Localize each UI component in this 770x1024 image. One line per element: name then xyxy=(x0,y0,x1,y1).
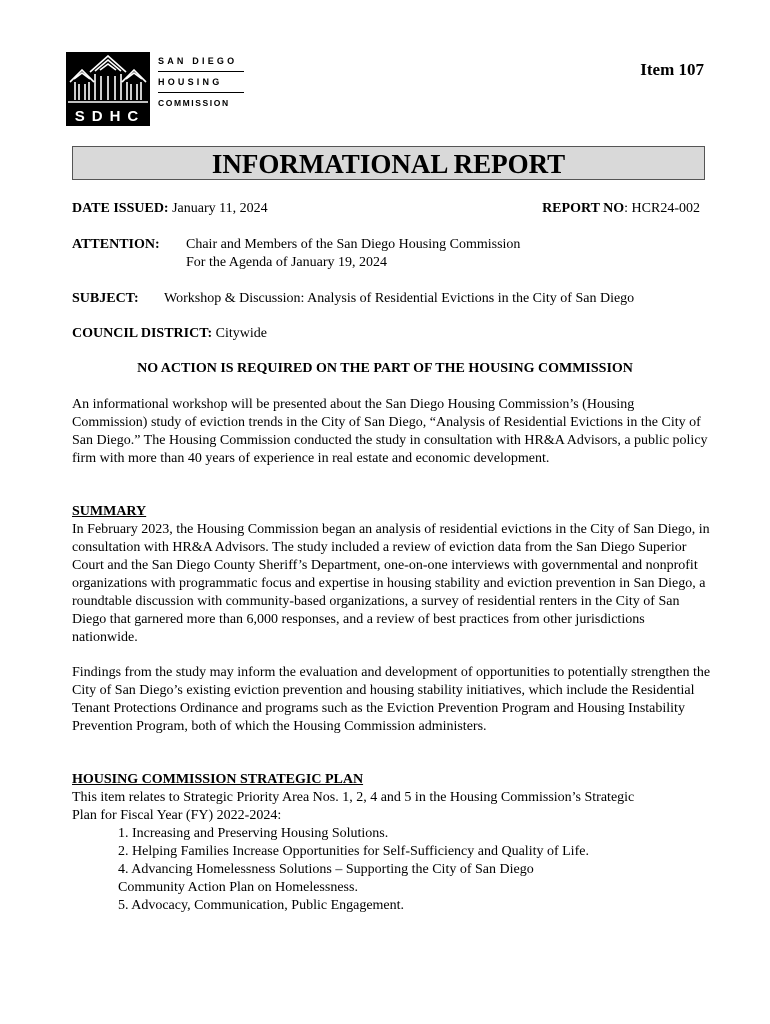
strategic-intro-line-1: This item relates to Strategic Priority Area Nos. 1, 2, 4 and 5 in the Housing Commission’s Strategic xyxy=(72,790,635,805)
attention-line-1: Chair and Members of the San Diego Housing Commission xyxy=(186,237,521,252)
date-issued-label: DATE ISSUED: xyxy=(72,201,169,216)
date-issued xyxy=(72,200,268,218)
strategic-plan-heading: HOUSING COMMISSION STRATEGIC PLAN xyxy=(72,772,364,787)
strategic-plan-section xyxy=(72,771,712,825)
intro-paragraph xyxy=(72,396,712,468)
logo-line-3: COMMISSION xyxy=(158,98,230,108)
intro-text: An informational workshop will be presented about the San Diego Housing Commission’s (Housing Commission) study of eviction trends in the City of San Diego, “Analysis of Residential Evictions in the City of San Diego.” The Housing Commission conducted the study in consultation with HR&A Advisors, a public policy firm with more than 40 years of experience in real estate and economic development. xyxy=(72,397,708,466)
logo-line-1: SAN DIEGO xyxy=(158,56,238,66)
summary-section xyxy=(72,503,712,647)
summary-heading: SUMMARY xyxy=(72,504,147,519)
logo-line-2: HOUSING xyxy=(158,77,223,87)
council-district-value: Citywide xyxy=(212,326,268,341)
strategic-priority-item: 5. Advocacy, Communication, Public Engagement. xyxy=(118,898,405,913)
logo-divider xyxy=(158,92,244,93)
summary-paragraph-2: Findings from the study may inform the evaluation and development of opportunities to potentially strengthen the City of San Diego’s existing eviction prevention and housing stability initiatives, which include the Residential Tenant Protections Ordinance and programs such as the Eviction Prevention Program and Housing Instability Prevention Program, both of which the Housing Commission administers. xyxy=(72,665,711,734)
strategic-priority-item-continued: Community Action Plan on Homelessness. xyxy=(118,880,358,895)
subject-value: Workshop & Discussion: Analysis of Residential Evictions in the City of San Diego xyxy=(164,291,635,306)
attention-label: ATTENTION: xyxy=(72,237,160,252)
sdhc-logo xyxy=(66,52,246,126)
logo-divider xyxy=(158,71,244,72)
item-number: Item 107 xyxy=(640,60,704,79)
council-district xyxy=(72,325,267,343)
strategic-priority-item: 2. Helping Families Increase Opportunities for Self-Sufficiency and Quality of Life. xyxy=(118,844,589,859)
council-district-label: COUNCIL DISTRICT: xyxy=(72,326,213,341)
strategic-intro-line-2: Plan for Fiscal Year (FY) 2022-2024: xyxy=(72,808,282,823)
report-number-label: REPORT NO xyxy=(542,201,625,216)
logo-wordmark xyxy=(158,56,244,108)
report-title-banner: INFORMATIONAL REPORT xyxy=(72,146,705,180)
summary-paragraph-1: In February 2023, the Housing Commission began an analysis of residential evictions in the City of San Diego, in consultation with HR&A Advisors. The study included a review of eviction data from the San Diego Superior Court and the San Diego County Sheriff’s Department, one-on-one interviews with governmental and nonprofit organizations with programmatic focus and expertise in housing stability and eviction prevention in San Diego, a roundtable discussion with community-based organizations, a survey of residential renters in the City of San Diego that garnered more than 6,000 responses, and a review of best practices from other jurisdictions nationwide. xyxy=(72,522,710,645)
strategic-priority-item: 4. Advancing Homelessness Solutions – Supporting the City of San Diego xyxy=(118,862,534,877)
report-number xyxy=(542,200,700,218)
date-issued-value: January 11, 2024 xyxy=(172,201,268,216)
logo-buildings-icon xyxy=(66,52,150,126)
report-number-value: : HCR24-002 xyxy=(624,201,700,216)
no-action-notice: NO ACTION IS REQUIRED ON THE PART OF THE HOUSING COMMISSION xyxy=(137,361,633,376)
subject-label: SUBJECT: xyxy=(72,291,139,306)
strategic-priority-item: 1. Increasing and Preserving Housing Solutions. xyxy=(118,826,389,841)
logo-abbreviation: SDHC xyxy=(74,108,146,125)
attention-line-2: For the Agenda of January 19, 2024 xyxy=(186,255,388,270)
findings-paragraph xyxy=(72,664,712,736)
